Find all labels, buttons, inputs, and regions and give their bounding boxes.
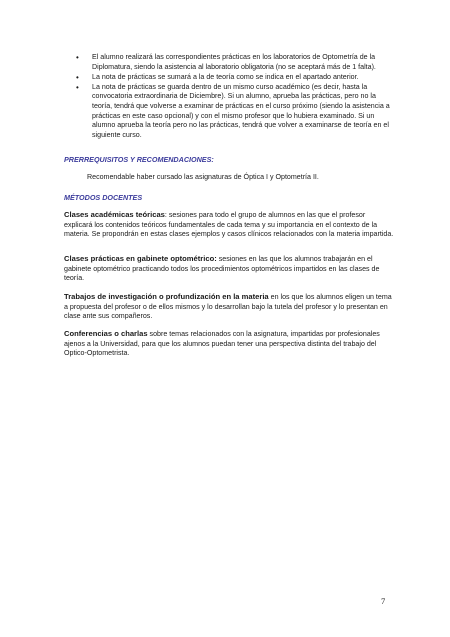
metodo-term: Clases prácticas en gabinete optométrico:	[64, 254, 217, 263]
page-number: 7	[381, 596, 386, 606]
prerequisitos-text: Recomendable haber cursado las asignaturas de Óptica I y Optometría II.	[87, 173, 319, 181]
list-item	[64, 73, 394, 83]
metodo-description: : sesiones para todo el grupo de alumnos en las que el profesor explicará los contenidos teóricos fundamentales de cada tema y su importancia en el contexto de la materia. Se propondrán en estas clases ejemplos y casos clínicos relacionados con la materia impartida.	[64, 211, 394, 239]
bullet-icon: •	[76, 72, 79, 82]
metodo-paragraph	[64, 292, 394, 322]
practicas-bullet-list	[64, 53, 394, 141]
metodo-term: Trabajos de investigación o profundización en la materia	[64, 292, 269, 301]
metodo-paragraph	[64, 210, 394, 240]
list-item	[64, 53, 394, 72]
prerequisitos-heading: PRERREQUISITOS Y RECOMENDACIONES:	[64, 155, 214, 164]
metodo-description: sesiones en las que los alumnos trabajarán en el gabinete optométrico practicando todos los procedimientos optométricos impartidos en las clases de teoría.	[64, 255, 380, 283]
metodos-docentes-heading: MÉTODOS DOCENTES	[64, 193, 143, 202]
metodo-description: sobre temas relacionados con la asignatura, impartidas por profesionales ajenos a la Universidad, para que los alumnos puedan tener una perspectiva distinta del trabajo del Optico-Optometrista.	[64, 330, 380, 358]
metodo-term: Conferencias o charlas	[64, 329, 148, 338]
bullet-text: El alumno realizará las correspondientes prácticas en los laboratorios de Optometría de la Diplomatura, siendo la asistencia al laboratorio obligatoria (no se aceptará más de 1 falta).	[92, 53, 376, 71]
metodo-paragraph	[64, 254, 394, 284]
bullet-icon: •	[76, 82, 79, 92]
bullet-text: La nota de prácticas se guarda dentro de un mismo curso académico (es decir, hasta la convocatoria extraordinaria de Diciembre). Si un alumno, aprueba las prácticas, pero no la teoría, tendrá que volverse a examinar de prácticas en el curso próximo (siendo la asistencia a prácticas en este caso opcional) y con el mismo profesor que lo hubiera examinado. Si un alumno aprueba la teoría pero no las prácticas, tendrá que volver a examinarse de teoría en el siguiente curso.	[92, 82, 390, 139]
metodo-paragraph	[64, 329, 394, 359]
bullet-icon: •	[76, 53, 79, 62]
metodo-term: Clases académicas teóricas	[64, 210, 165, 219]
list-item	[64, 83, 394, 141]
metodo-description: en los que los alumnos eligen un tema a propuesta del profesor o de ellos mismos y lo desarrollan bajo la tutela del profesor y lo presentan en clase ante sus compañeros.	[64, 293, 392, 321]
bullet-text: La nota de prácticas se sumará a la de teoría como se indica en el apartado anterior.	[92, 72, 359, 81]
